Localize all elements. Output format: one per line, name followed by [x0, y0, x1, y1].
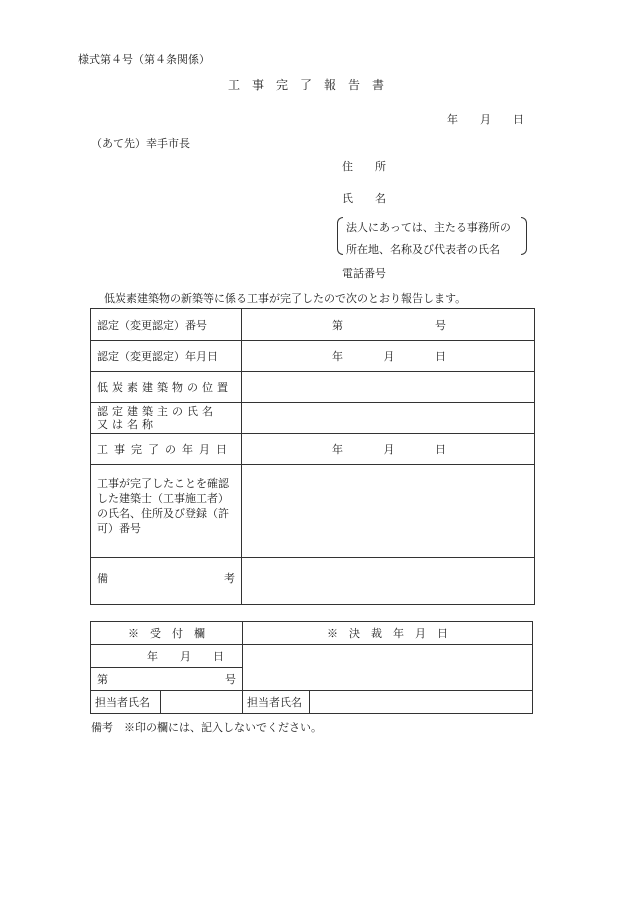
- owner-name-field[interactable]: [242, 403, 535, 434]
- addressee: （あて先）幸手市長: [91, 137, 190, 150]
- table-row: [91, 645, 533, 668]
- certification-date-label: 認定（変更認定）年月日: [91, 341, 242, 372]
- architect-info-label-line-4: 可）番号: [97, 522, 141, 535]
- staff-name-field-right[interactable]: [310, 691, 533, 714]
- reception-number-prefix: 第: [97, 673, 108, 686]
- table-row: [91, 558, 535, 605]
- corporate-note-line-1: 法人にあっては、主たる事務所の: [346, 221, 511, 234]
- remarks-label-a: 備: [97, 572, 108, 585]
- completion-date-field[interactable]: [242, 434, 535, 465]
- table-row: [91, 309, 535, 341]
- architect-info-label-line-2: した建築士（工事施工者）: [97, 492, 229, 505]
- remarks-label-b: 考: [224, 572, 235, 585]
- certification-number-label: 認定（変更認定）番号: [91, 309, 242, 341]
- decision-header: ※ 決 裁 年 月 日: [243, 622, 533, 645]
- building-location-label: 低炭素建築物の位置: [91, 372, 242, 403]
- table-row: [91, 622, 533, 645]
- owner-name-label-line-1: 認定建築主の氏名: [97, 405, 217, 418]
- name-label: 氏 名: [342, 192, 386, 205]
- architect-info-label-line-1: 工事が完了したことを確認: [97, 477, 229, 490]
- decision-date-field[interactable]: [243, 645, 533, 691]
- day-label: 日: [435, 443, 446, 456]
- address-label: 住 所: [342, 160, 386, 173]
- table-row: [91, 465, 535, 558]
- reception-number-suffix: 号: [225, 673, 236, 686]
- reception-header: ※ 受 付 欄: [91, 622, 243, 645]
- reception-date[interactable]: 年 月 日: [91, 645, 243, 668]
- year-label: 年: [332, 443, 343, 456]
- corporate-note-line-2: 所在地、名称及び代表者の氏名: [346, 243, 500, 256]
- staff-name-field-left[interactable]: [160, 691, 242, 714]
- phone-label: 電話番号: [342, 267, 386, 280]
- form-number: 様式第４号（第４条関係）: [78, 53, 210, 66]
- staff-name-label-right: 担当者氏名: [243, 691, 310, 714]
- remarks-label: [91, 558, 242, 605]
- table-row: [91, 341, 535, 372]
- architect-info-field[interactable]: [242, 465, 535, 558]
- staff-name-label-left: 担当者氏名: [91, 691, 161, 714]
- year-label: 年: [332, 350, 343, 363]
- reception-table: [90, 621, 533, 714]
- completion-date-label: 工事完了の年月日: [91, 434, 242, 465]
- remarks-field[interactable]: [242, 558, 535, 605]
- right-bracket: [521, 217, 527, 255]
- report-date: 年 月 日: [447, 113, 524, 126]
- main-table: [90, 308, 535, 605]
- table-row: [91, 434, 535, 465]
- table-row: [91, 403, 535, 434]
- corporate-note: [337, 215, 527, 255]
- building-location-field[interactable]: [242, 372, 535, 403]
- certification-number-field[interactable]: [242, 309, 535, 341]
- month-label: 月: [383, 350, 395, 363]
- number-prefix: 第: [332, 318, 343, 332]
- reception-number[interactable]: [91, 668, 243, 691]
- footnote: 備考 ※印の欄には、記入しないでください。: [91, 721, 322, 734]
- report-statement: 低炭素建築物の新築等に係る工事が完了したので次のとおり報告します。: [104, 292, 467, 305]
- left-bracket: [337, 217, 343, 255]
- month-label: 月: [383, 443, 395, 456]
- architect-info-label-line-3: の氏名、住所及び登録（許: [97, 507, 229, 520]
- architect-info-label: [91, 465, 242, 558]
- day-label: 日: [435, 350, 446, 363]
- table-row: [91, 691, 533, 714]
- page-title: 工 事 完 了 報 告 書: [228, 78, 385, 92]
- certification-date-field[interactable]: [242, 341, 535, 372]
- owner-name-label-line-2: 又は名称: [97, 418, 157, 431]
- number-suffix: 号: [435, 318, 446, 332]
- table-row: [91, 372, 535, 403]
- owner-name-label: [91, 403, 242, 434]
